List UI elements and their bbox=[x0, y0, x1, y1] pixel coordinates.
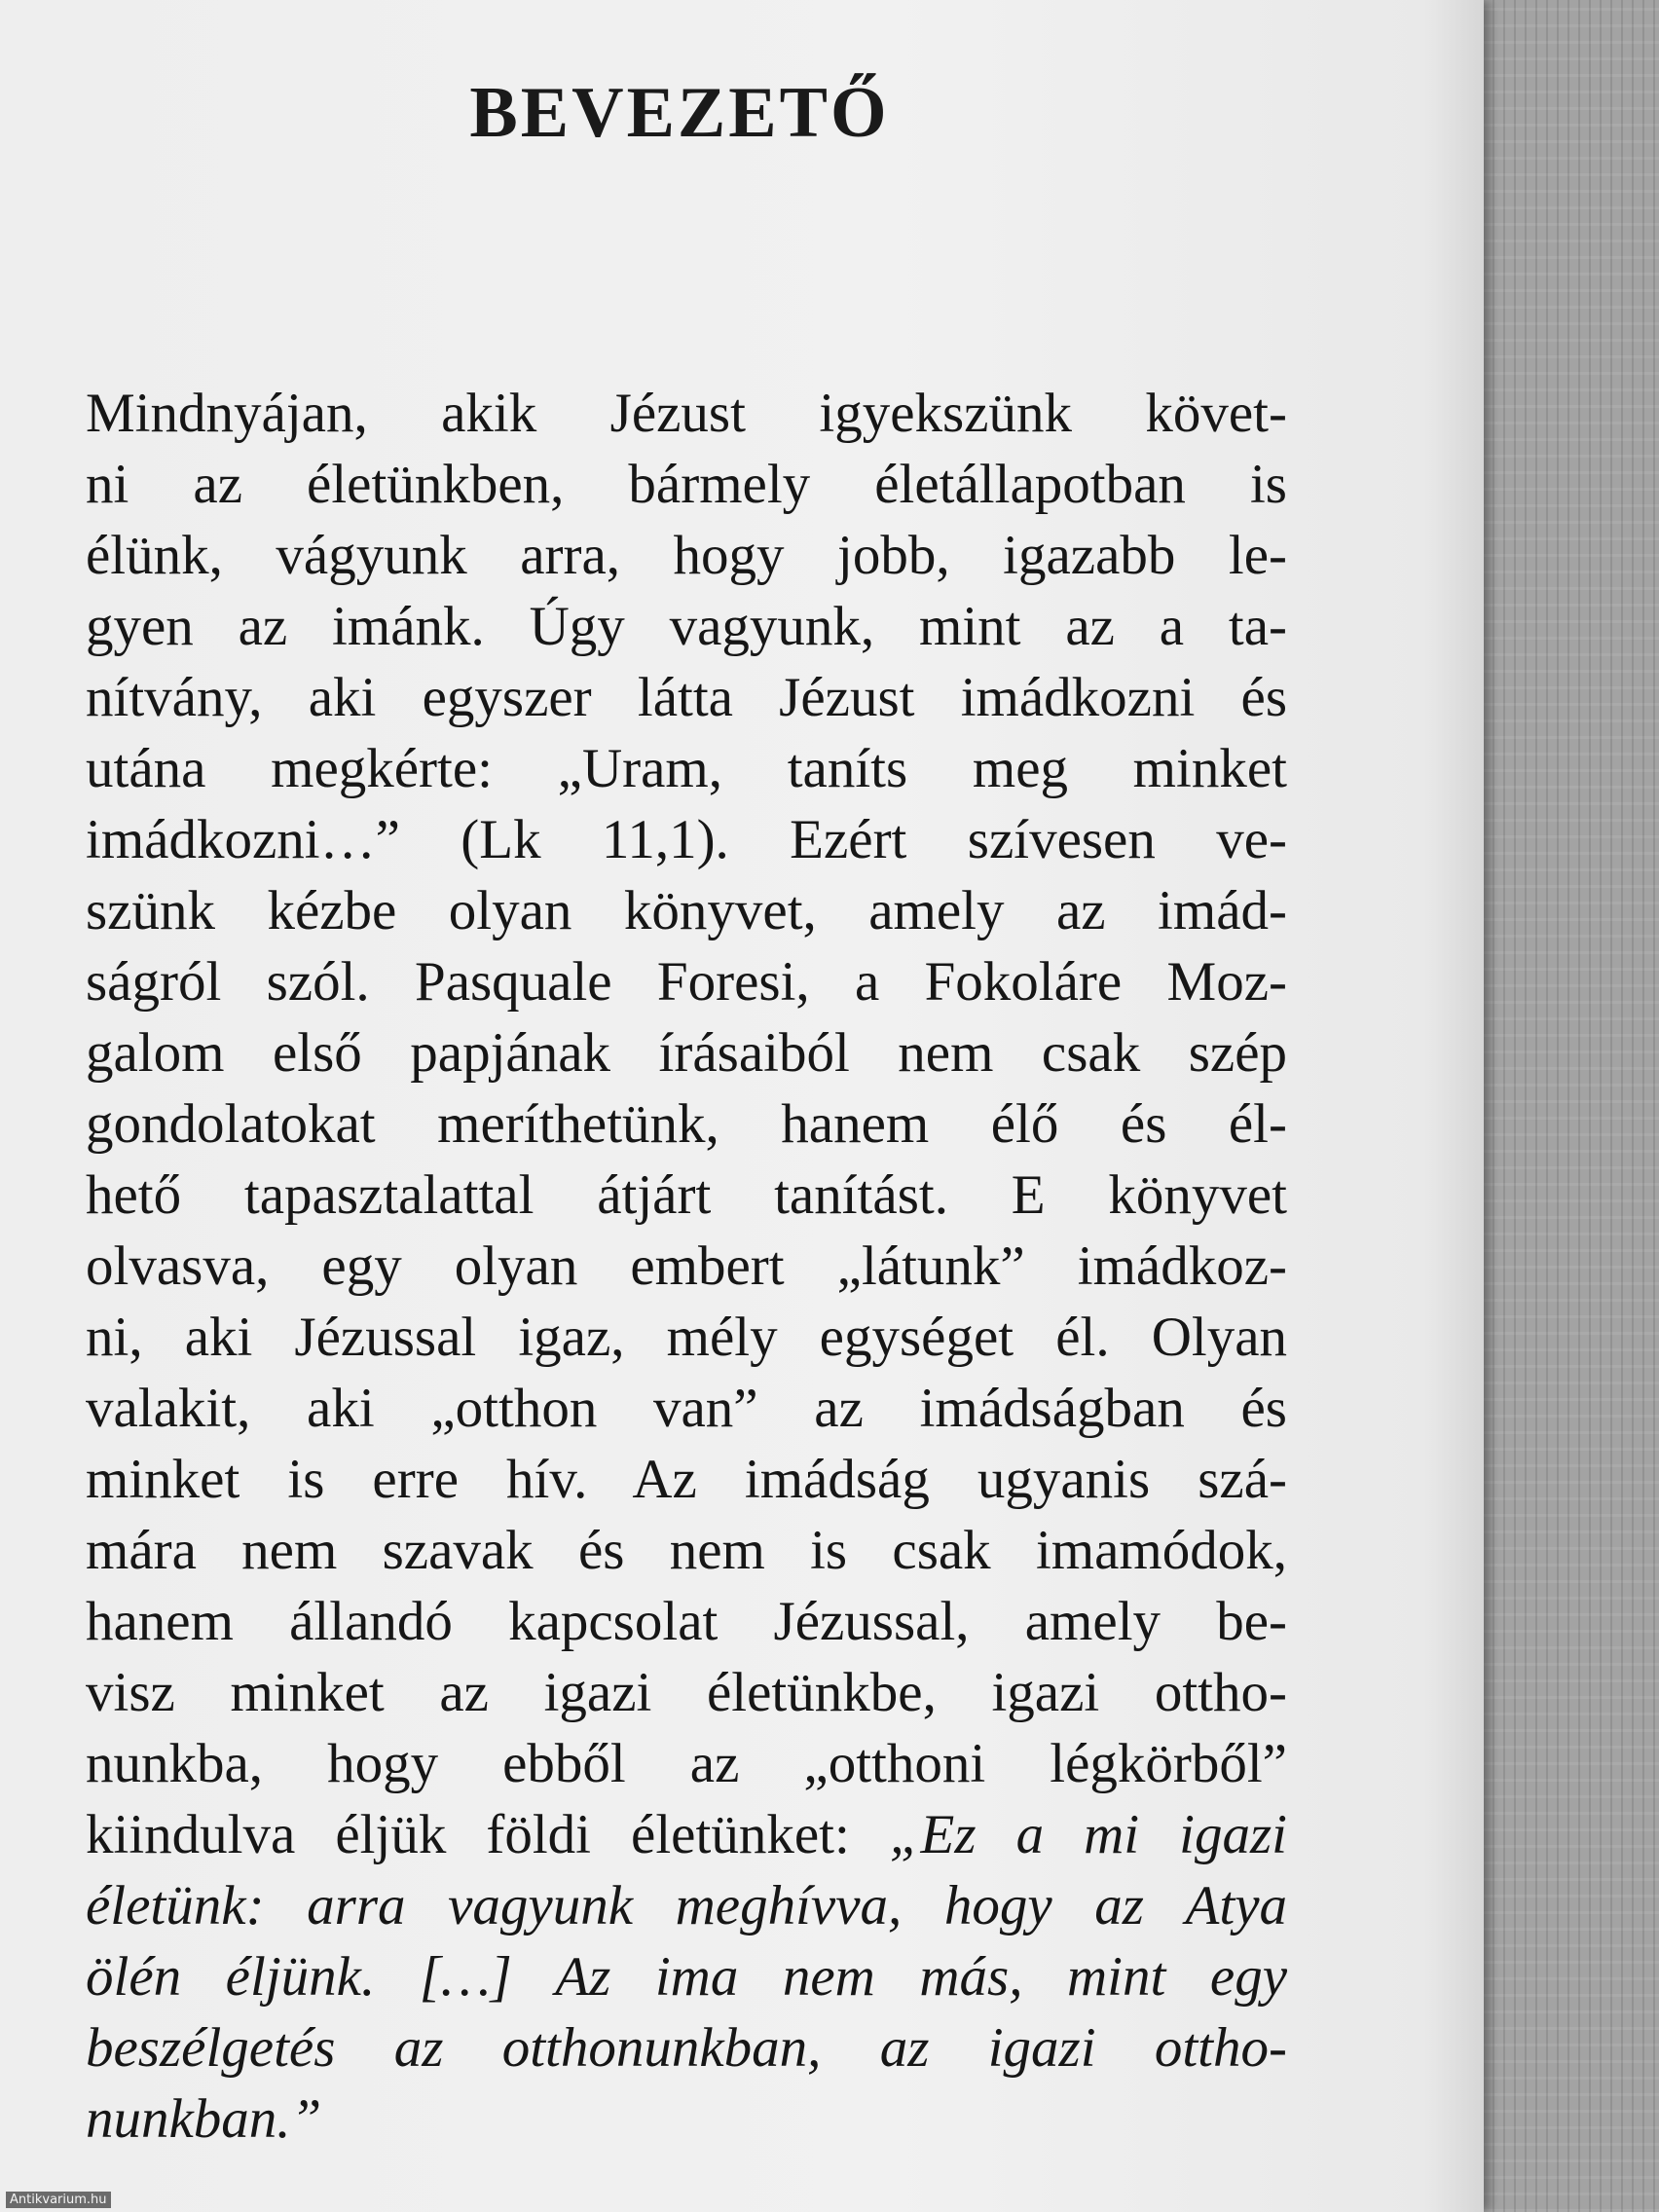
text-line-9: ságról szól. Pasquale Foresi, a Fokoláre Moz- bbox=[86, 951, 1287, 1013]
text-line-4: gyen az imánk. Úgy vagyunk, mint az a ta- bbox=[86, 596, 1287, 657]
text-line-6: utána megkérte: „Uram, taníts meg minket bbox=[86, 738, 1287, 799]
text-line-3: élünk, vágyunk arra, hogy jobb, igazabb le- bbox=[86, 525, 1287, 586]
quote-start: „Ez a mi igazi bbox=[889, 1804, 1287, 1865]
text-line-16: minket is erre hív. Az imádság ugyanis szá- bbox=[86, 1449, 1287, 1510]
quote-line-2: ölén éljünk. […] Az ima nem más, mint egy bbox=[86, 1946, 1287, 2008]
text-line-10: galom első papjának írásaiból nem csak szép bbox=[86, 1022, 1287, 1084]
text-line-7: imádkozni…” (Lk 11,1). Ezért szívesen ve- bbox=[86, 809, 1287, 870]
introduction-paragraph bbox=[86, 378, 1287, 2155]
text-line-15: valakit, aki „otthon van” az imádságban és bbox=[86, 1378, 1287, 1439]
text-line-18: hanem állandó kapcsolat Jézussal, amely be- bbox=[86, 1591, 1287, 1652]
text-line-12: hető tapasztalattal átjárt tanítást. E könyvet bbox=[86, 1164, 1287, 1226]
quote-line-final: nunkban.” bbox=[86, 2088, 322, 2150]
text-line-21-normal: kiindulva éljük földi életünket: bbox=[86, 1804, 890, 1865]
quote-line-1: életünk: arra vagyunk meghívva, hogy az Atya bbox=[86, 1875, 1287, 1936]
text-line-20: nunkba, hogy ebből az „otthoni légkörből” bbox=[86, 1733, 1287, 1794]
text-line-1: Mindnyájan, akik Jézust igyekszünk követ- bbox=[86, 383, 1287, 444]
text-line-19: visz minket az igazi életünkbe, igazi ottho- bbox=[86, 1662, 1287, 1723]
text-line-8: szünk kézbe olyan könyvet, amely az imád- bbox=[86, 880, 1287, 941]
text-line-21 bbox=[86, 1799, 1287, 1870]
text-line-5: nítvány, aki egyszer látta Jézust imádkozni és bbox=[86, 667, 1287, 728]
background-fabric bbox=[1460, 0, 1659, 2212]
text-line-13: olvasva, egy olyan embert „látunk” imádkoz- bbox=[86, 1235, 1287, 1297]
text-line-2: ni az életünkben, bármely életállapotban is bbox=[86, 454, 1287, 515]
text-line-11: gondolatokat meríthetünk, hanem élő és él- bbox=[86, 1093, 1287, 1155]
quote-line-3: beszélgetés az otthonunkban, az igazi ottho- bbox=[86, 2017, 1287, 2079]
text-line-14: ni, aki Jézussal igaz, mély egységet él. Olyan bbox=[86, 1307, 1287, 1368]
text-line-17: mára nem szavak és nem is csak imamódok, bbox=[86, 1520, 1287, 1581]
page-title: BEVEZETŐ bbox=[469, 73, 890, 153]
watermark-label: Antikvarium.hu bbox=[6, 2192, 111, 2208]
